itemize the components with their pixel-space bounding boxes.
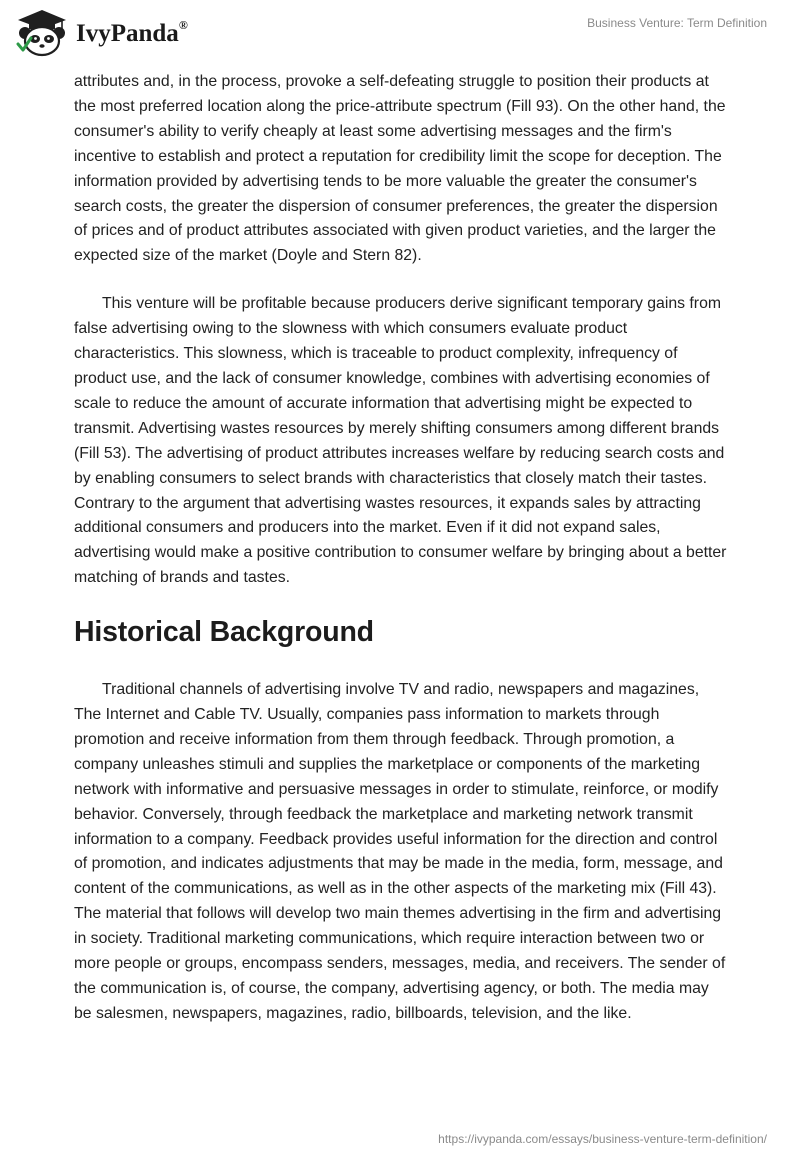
- page-header: [0, 0, 800, 72]
- section-heading: Historical Background: [74, 616, 374, 649]
- source-url[interactable]: https://ivypanda.com/essays/business-venture-term-definition/: [438, 1132, 767, 1146]
- paragraph-profitability: This venture will be profitable because producers derive significant temporary gains from false advertising owing to the slowness with which consumers evaluate product characteristics. This slowness, which is traceable to product complexity, infrequency of product use, and the lack of consumer knowledge, combines with advertising economies of scale to reduce the amount of accurate information that advertising might be expected to transmit. Advertising wastes resources by merely shifting consumers among different brands (Fill 53). The advertising of product attributes increases welfare by reducing search costs and by enabling consumers to select brands with characteristics that closely match their tastes. Contrary to the argument that advertising wastes resources, it expands sales by attracting additional consumers and producers into the market. Even if it did not expand sales, advertising would make a positive contribution to consumer welfare by bringing about a better matching of brands and tastes.: [74, 295, 727, 587]
- logo[interactable]: [14, 8, 188, 58]
- document-title: Business Venture: Term Definition: [587, 16, 767, 30]
- registered-mark: ®: [178, 18, 188, 32]
- paragraph-historical-background: Traditional channels of advertising involve TV and radio, newspapers and magazines, The Internet and Cable TV. Usually, companies pass information to markets through promotion and receive information from them through feedback. Through promotion, a company unleashes stimuli and supplies the marketplace or components of the marketing network with informative and persuasive messages in order to stimulate, reinforce, or modify behavior. Conversely, through feedback the marketplace and marketing network transmit information to a company. Feedback provides useful information for the direction and control of promotion, and indicates adjustments that may be made in the media, form, message, and content of the communications, as well as in the other aspects of the marketing mix (Fill 43). The material that follows will develop two main themes advertising in the firm and advertising in society. Traditional marketing communications, which require interaction between two or more people or groups, encompass senders, messages, media, and receivers. The sender of the communication is, of course, the company, advertising agency, or both. The media may be salesmen, newspapers, magazines, radio, billboards, television, and the like.: [74, 681, 726, 1022]
- panda-graduate-icon: [14, 8, 70, 58]
- essay-content: [74, 70, 728, 1050]
- paragraph-continuation: attributes and, in the process, provoke a self-defeating struggle to position their products at the most preferred location along the price-attribute spectrum (Fill 93). On the other hand, the consumer's ability to verify cheaply at least some advertising messages and the firm's incentive to establish and protect a reputation for credibility limit the scope for deception. The information provided by advertising tends to be more valuable the greater the consumer's search costs, the greater the dispersion of consumer preferences, the greater the dispersion of prices and of product attributes associated with given product varieties, and the larger the expected size of the market (Doyle and Stern 82).: [74, 73, 726, 265]
- brand-name: IvyPanda®: [76, 18, 188, 47]
